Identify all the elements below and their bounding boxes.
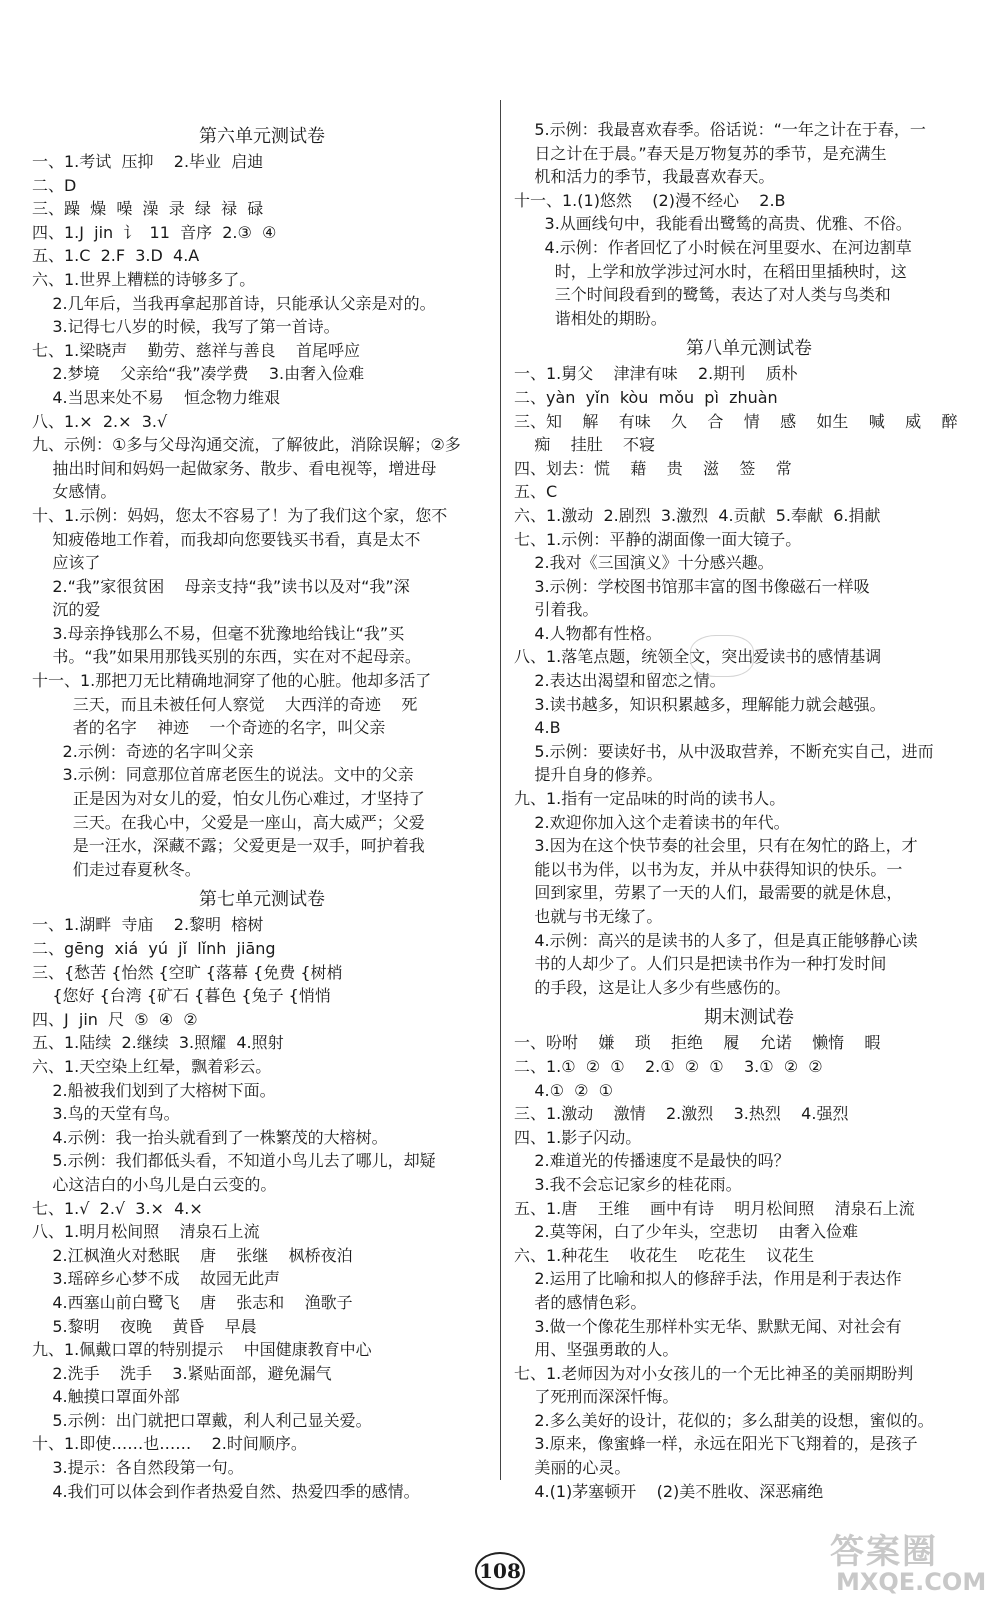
answer-line: 4.触摸口罩面外部: [32, 1387, 180, 1407]
left-column: [32, 118, 492, 1503]
answer-line: 4.B: [514, 718, 561, 738]
answer-line: 十一、1.(1)悠然 (2)漫不经心 2.B: [514, 190, 786, 210]
answer-line: 三、1.激动 激情 2.激烈 3.热烈 4.强烈: [514, 1104, 849, 1124]
answer-line: 2.洗手 洗手 3.紧贴面部，避免漏气: [32, 1363, 332, 1383]
answer-line: 3.我不会忘记家乡的桂花雨。: [514, 1174, 742, 1194]
answer-line: 五、1.唐 王维 画中有诗 明月松间照 清泉石上流: [514, 1198, 915, 1218]
answer-line: 2.表达出渴望和留恋之情。: [514, 671, 726, 691]
answer-line: 也就与书无缘了。: [514, 907, 663, 926]
answer-line: 八、1.× 2.× 3.√: [32, 411, 168, 431]
answer-line: 3.读书越多，知识积累越多，理解能力就会越强。: [514, 694, 886, 714]
answer-line: 二、gēng xiá yú jǐ lǐnh jiāng: [32, 939, 276, 958]
answer-line: 四、1.影子闪动。: [514, 1127, 642, 1147]
answer-line: 3.原来，像蜜蜂一样，永远在阳光下飞翔着的，是孩子: [514, 1434, 918, 1454]
answer-line: 4.示例：高兴的是读书的人多了，但是真正能够静心读: [514, 930, 918, 950]
answer-line: 六、1.世界上糟糕的诗够多了。: [32, 269, 256, 289]
answer-line: 者的感情色彩。: [514, 1292, 647, 1312]
answer-line: 心这洁白的小鸟儿是白云变的。: [32, 1174, 277, 1194]
answer-line: 2.示例：奇迹的名字叫父亲: [32, 741, 254, 761]
answer-line: 4.当思来处不易 恒念物力维艰: [32, 387, 280, 407]
answer-line: 六、1.激动 2.剧烈 3.激烈 4.贡献 5.奉献 6.捐献: [514, 505, 881, 525]
answer-line: 2.船被我们划到了大榕树下面。: [32, 1080, 276, 1100]
answer-line: 2.梦境 父亲给“我”凑学费 3.由奢入俭难: [32, 364, 365, 384]
answer-line: 2.“我”家很贫困 母亲支持“我”读书以及对“我”深: [32, 576, 410, 596]
answer-line: 六、1.种花生 收花生 吃花生 议花生: [514, 1245, 815, 1265]
answer-line: 用、坚强勇敢的人。: [514, 1340, 679, 1360]
answer-line: 七、1.√ 2.√ 3.× 4.×: [32, 1198, 203, 1218]
answer-line: 二、1.① ② ① 2.① ② ① 3.① ② ②: [514, 1056, 823, 1076]
answer-line: 5.示例：出门就把口罩戴，利人利己显关爱。: [32, 1410, 372, 1430]
answer-line: 3.因为在这个快节奏的社会里，只有在匆忙的路上，才: [514, 836, 918, 856]
answer-line: 5.黎明 夜晚 黄昏 早晨: [32, 1316, 257, 1336]
answer-line: 2.欢迎你加入这个走着读书的年代。: [514, 812, 790, 832]
answer-line: 2.莫等闲，白了少年头，空悲切 由奢入俭难: [514, 1222, 858, 1242]
answer-line: 一、1.湖畔 寺庙 2.黎明 榕树: [32, 915, 264, 935]
answer-line: 3.母亲挣钱那么不易，但毫不犹豫地给钱让“我”买: [32, 623, 405, 643]
answer-line: 痴 挂肚 不寝: [514, 435, 656, 455]
answer-line: 三、知 解 有味 久 合 情 感 如生 喊 威 醉: [514, 411, 958, 431]
answer-line: 2.江枫渔火对愁眠 唐 张继 枫桥夜泊: [32, 1245, 353, 1265]
answer-line: 3.提示：各自然段第一句。: [32, 1458, 244, 1478]
section-title: 期末测试卷: [704, 1007, 794, 1029]
answer-line: 十、1.即使……也…… 2.时间顺序。: [32, 1434, 307, 1454]
answer-line: 一、吩咐 嫌 琐 拒绝 履 允诺 懒惰 暇: [514, 1033, 881, 1053]
answer-line: 2.几年后，当我再拿起那首诗，只能承认父亲是对的。: [32, 293, 436, 313]
answer-line: 回到家里，劳累了一天的人们，最需要的就是休息，: [514, 883, 903, 903]
answer-line: 三天，而且未被任何人察觉 大西洋的奇迹 死: [32, 694, 418, 714]
answer-line: 2.多么美好的设计，花似的；多么甜美的设想，蜜似的。: [514, 1410, 934, 1430]
answer-line: 九、1.指有一定品味的时尚的读书人。: [514, 789, 786, 809]
answer-line: 四、J jin 尺 ⑤ ④ ②: [32, 1009, 198, 1029]
answer-line: 五、1.C 2.F 3.D 4.A: [32, 246, 200, 266]
answer-line: 5.示例：我们都低头看，不知道小鸟儿去了哪儿，却疑: [32, 1151, 436, 1171]
watermark: [830, 1524, 987, 1596]
answer-line: 2.我对《三国演义》十分感兴趣。: [514, 553, 774, 573]
answer-line: 4.(1)茅塞顿开 (2)美不胜收、深恶痛绝: [514, 1481, 824, 1501]
answer-line: 时，上学和放学涉过河水时，在稻田里插秧时，这: [514, 261, 907, 281]
answer-line: 七、1.梁晓声 勤劳、慈祥与善良 首尾呼应: [32, 340, 360, 360]
answer-line: 3.瑶碎乡心梦不成 故园无此声: [32, 1269, 280, 1289]
answer-line: 五、1.陆续 2.继续 3.照耀 4.照射: [32, 1033, 284, 1053]
answer-line: 4.① ② ①: [514, 1080, 613, 1100]
answer-line: 正是因为对女儿的爱，怕女儿伤心难过，才坚持了: [32, 789, 425, 809]
answer-line: 3.示例：学校图书馆那丰富的图书像磁石一样吸: [514, 576, 870, 596]
answer-line: 一、1.舅父 津津有味 2.期刊 质朴: [514, 364, 798, 384]
answer-line: 4.我们可以体会到作者热爱自然、热爱四季的感情。: [32, 1481, 420, 1501]
column-divider: [500, 100, 501, 1480]
answer-line: 3.做一个像花生那样朴实无华、默默无闻、对社会有: [514, 1316, 902, 1336]
section-title: 第六单元测试卷: [199, 126, 325, 147]
answer-line: 提升自身的修养。: [514, 765, 663, 785]
answer-line: 八、1.落笔点题，统领全文，突出爱读书的感情基调: [514, 647, 882, 667]
answer-line: 3.记得七八岁的时候，我写了第一首诗。: [32, 317, 340, 337]
answer-line: 四、1.J jin 讠 11 音序 2.③ ④: [32, 222, 277, 242]
answer-line: 沉的爱: [32, 600, 101, 620]
watermark-logo: 答案圈: [830, 1532, 938, 1572]
answer-line: 五、C: [514, 482, 558, 502]
page-number: 108: [475, 1552, 525, 1590]
answer-line: 2.运用了比喻和拟人的修辞手法，作用是利于表达作: [514, 1269, 902, 1289]
ink-stamp-mark: [690, 635, 754, 677]
answer-line: 十、1.示例：妈妈，您太不容易了！为了我们这个家，您不: [32, 505, 448, 525]
answer-line: 九、示例：①多与父母沟通交流，了解彼此，消除误解；②多: [32, 435, 461, 455]
answer-line: 日之计在于晨。”春天是万物复苏的季节，是充满生: [514, 143, 887, 163]
answer-line: 了死刑而深深忏悔。: [514, 1387, 679, 1407]
answer-line: 引着我。: [514, 600, 599, 620]
answer-line: 2.难道光的传播速度不是最快的吗？: [514, 1151, 790, 1171]
answer-line: 三天。在我心中，父爱是一座山，高大威严；父爱: [32, 812, 425, 832]
answer-line: 七、1.示例：平静的湖面像一面大镜子。: [514, 529, 802, 549]
answer-line: 4.人物都有性格。: [514, 623, 662, 643]
answer-line: 3.从画线句中，我能看出鹭鸶的高贵、优雅、不俗。: [514, 214, 912, 234]
answer-line: 三个时间段看到的鹭鸶，表达了对人类与鸟类和: [514, 285, 891, 305]
section-title: 第八单元测试卷: [686, 338, 812, 360]
answer-line: 4.示例：作者回忆了小时候在河里耍水、在河边割草: [514, 237, 912, 257]
answer-line: 能以书为伴，以书为友，并从中获得知识的快乐。一: [514, 859, 903, 879]
answer-line: 二、D: [32, 175, 77, 195]
answer-line: 谐相处的期盼。: [514, 308, 667, 328]
answer-line: 3.示例：同意那位首席老医生的说法。文中的父亲: [32, 765, 414, 785]
answer-line: 四、划去：慌 藉 贵 滋 签 常: [514, 458, 792, 478]
answer-line: 九、1.佩戴口罩的特别提示 中国健康教育中心: [32, 1340, 372, 1360]
answer-line: 三、{愁苦 {怡然 {空旷 {落幕 {免费 {树梢: [32, 962, 343, 982]
answer-line: 者的名字 神迹 一个奇迹的名字，叫父亲: [32, 718, 386, 738]
answer-line: 应该了: [32, 553, 101, 573]
answer-line: 女感情。: [32, 482, 117, 502]
answer-line: 三、躁 燥 噪 澡 录 绿 禄 碌: [32, 199, 264, 219]
answer-line: 5.示例：要读好书，从中汲取营养，不断充实自己，进而: [514, 741, 934, 761]
answer-line: 4.示例：我一抬头就看到了一株繁茂的大榕树。: [32, 1127, 388, 1147]
watermark-url: MXQE.COM: [836, 1568, 987, 1596]
answer-line: 3.鸟的天堂有鸟。: [32, 1104, 180, 1124]
answer-line: {您好 {台湾 {矿石 {暮色 {兔子 {悄悄: [32, 986, 331, 1006]
answer-line: 一、1.考试 压抑 2.毕业 启迪: [32, 152, 264, 171]
answer-line: 八、1.明月松间照 清泉石上流: [32, 1222, 260, 1242]
answer-line: 是一汪水，深藏不露；父爱更是一双手，呵护着我: [32, 836, 425, 856]
answer-line: 抽出时间和妈妈一起做家务、散步、看电视等，增进母: [32, 458, 437, 478]
answer-line: 5.示例：我最喜欢春季。俗话说：“一年之计在于春，一: [514, 120, 926, 139]
answer-line: 机和活力的季节，我最喜欢春天。: [514, 167, 775, 187]
answer-line: 七、1.老师因为对小女孩儿的一个无比神圣的美丽期盼判: [514, 1363, 914, 1383]
answer-line: 知疲倦地工作着，而我却向您要钱买书看，真是太不: [32, 529, 421, 549]
answer-line: 美丽的心灵。: [514, 1458, 631, 1478]
answer-line: 六、1.天空染上红晕，飘着彩云。: [32, 1056, 272, 1076]
answer-line: 书的人却少了。人们只是把读书作为一种打发时间: [514, 954, 887, 974]
answer-line: 们走过春夏秋冬。: [32, 859, 201, 879]
right-column: [514, 118, 984, 1503]
section-title: 第七单元测试卷: [199, 889, 325, 911]
answer-line: 书。“我”如果用那钱买别的东西，实在对不起母亲。: [32, 647, 421, 667]
answer-line: 4.西塞山前白鹭飞 唐 张志和 渔歌子: [32, 1292, 353, 1312]
answer-line: 的手段，这是让人多少有些感伤的。: [514, 977, 791, 997]
answer-line: 二、yàn yǐn kòu mǒu pì zhuàn: [514, 387, 778, 407]
answer-line: 十一、1.那把刀无比精确地洞穿了他的心脏。他却多活了: [32, 671, 432, 691]
